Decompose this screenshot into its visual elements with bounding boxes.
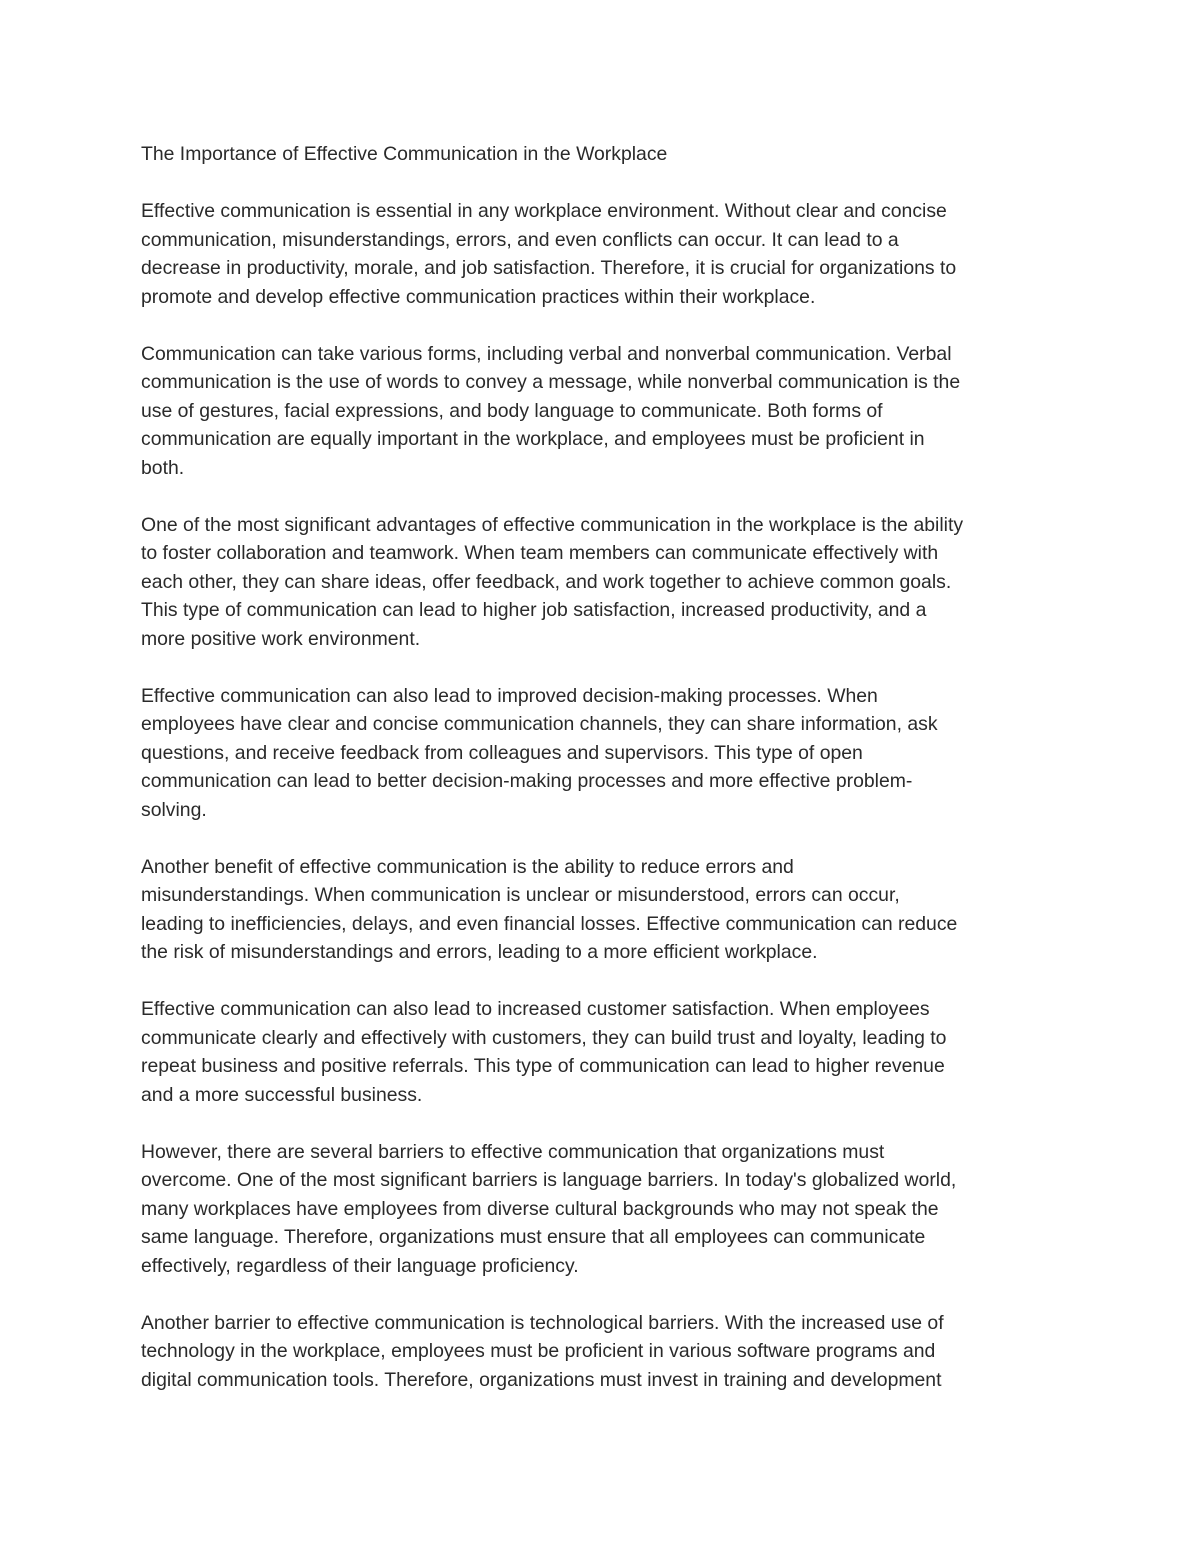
text-line: decrease in productivity, morale, and job satisfaction. Therefore, it is crucial for organizations to (141, 257, 957, 279)
text-line: each other, they can share ideas, offer feedback, and work together to achieve common goals. (141, 570, 952, 593)
document-body (141, 197, 1061, 1394)
text-line: Communication can take various forms, including verbal and nonverbal communication. Verbal (141, 342, 952, 365)
document-page (141, 140, 1061, 1423)
text-line: Another barrier to effective communication is technological barriers. With the increased use of (141, 1311, 944, 1334)
text-line: more positive work environment. (141, 627, 421, 650)
text-line: questions, and receive feedback from colleagues and supervisors. This type of open (141, 741, 863, 764)
text-line: Another benefit of effective communication is the ability to reduce errors and (141, 855, 794, 878)
text-line: digital communication tools. Therefore, organizations must invest in training and development (141, 1368, 942, 1391)
paragraph (141, 1138, 1061, 1281)
text-line: One of the most significant advantages of effective communication in the workplace is the ability (141, 513, 964, 536)
paragraph (141, 853, 1061, 967)
text-line: leading to inefficiencies, delays, and even financial losses. Effective communication can reduce (141, 912, 958, 935)
text-line: communication can lead to better decision-making processes and more effective problem- (141, 770, 913, 792)
text-line: overcome. One of the most significant barriers is language barriers. In today's globalized world, (141, 1169, 957, 1191)
text-line: misunderstandings. When communication is unclear or misunderstood, errors can occur, (141, 884, 900, 906)
text-line: technology in the workplace, employees must be proficient in various software programs and (141, 1340, 936, 1362)
text-line: repeat business and positive referrals. This type of communication can lead to higher revenue (141, 1055, 945, 1077)
paragraph (141, 340, 1061, 483)
paragraph (141, 995, 1061, 1109)
text-line: communication are equally important in the workplace, and employees must be proficient in (141, 428, 925, 450)
paragraph (141, 682, 1061, 825)
text-line: solving. (141, 798, 207, 821)
paragraph (141, 197, 1061, 311)
text-line: communication, misunderstandings, errors, and even conflicts can occur. It can lead to a (141, 228, 899, 251)
text-line: However, there are several barriers to effective communication that organizations must (141, 1140, 885, 1163)
paragraph (141, 511, 1061, 654)
text-line: to foster collaboration and teamwork. When team members can communicate effectively with (141, 542, 939, 564)
text-line: employees have clear and concise communication channels, they can share information, ask (141, 713, 938, 735)
paragraph (141, 1309, 1061, 1395)
text-line: use of gestures, facial expressions, and body language to communicate. Both forms of (141, 399, 883, 422)
text-line: the risk of misunderstandings and errors, leading to a more efficient workplace. (141, 941, 818, 963)
document-title: The Importance of Effective Communication in the Workplace (141, 143, 668, 165)
text-line: communicate clearly and effectively with customers, they can build trust and loyalty, leading to (141, 1026, 947, 1049)
text-line: This type of communication can lead to higher job satisfaction, increased productivity, and a (141, 599, 927, 621)
text-line: Effective communication can also lead to improved decision-making processes. When (141, 684, 878, 707)
text-line: same language. Therefore, organizations must ensure that all employees can communicate (141, 1226, 926, 1248)
text-line: promote and develop effective communication practices within their workplace. (141, 285, 816, 308)
text-line: Effective communication is essential in any workplace environment. Without clear and concise (141, 200, 947, 222)
text-line: many workplaces have employees from diverse cultural backgrounds who may not speak the (141, 1197, 939, 1220)
text-line: and a more successful business. (141, 1083, 423, 1106)
text-line: effectively, regardless of their language proficiency. (141, 1254, 579, 1277)
text-line: communication is the use of words to convey a message, while nonverbal communication is the (141, 371, 961, 393)
text-line: both. (141, 456, 185, 479)
text-line: Effective communication can also lead to increased customer satisfaction. When employees (141, 998, 930, 1020)
